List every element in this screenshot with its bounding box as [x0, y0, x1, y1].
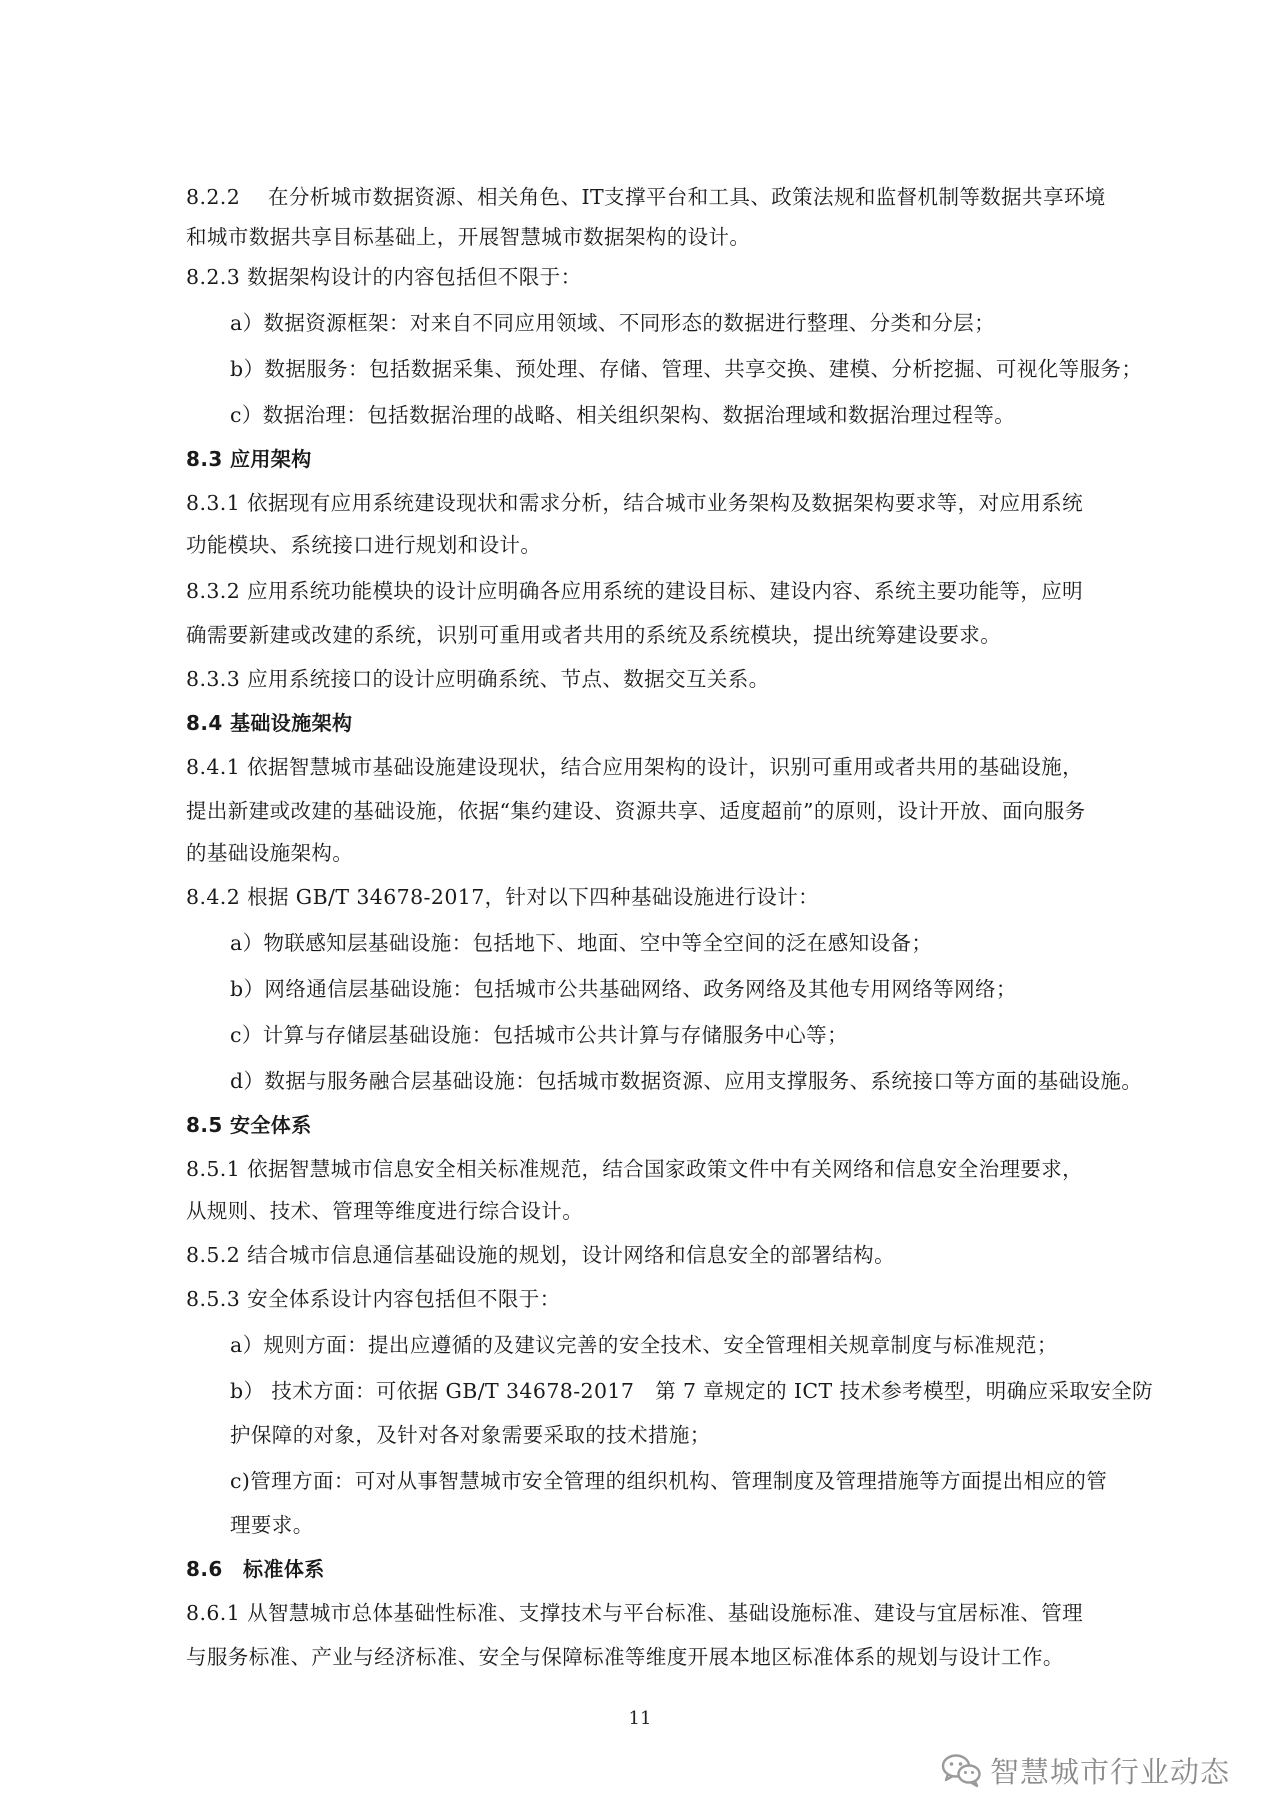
para-8-3-3: 8.3.3 应用系统接口的设计应明确系统、节点、数据交互关系。 — [186, 667, 770, 691]
page-number: 11 — [628, 1708, 652, 1729]
para-8-4-1-line-1: 8.4.1 依据智慧城市基础设施建设现状，结合应用架构的设计，识别可重用或者共用的基础设施， — [186, 755, 1084, 779]
para-8-5-2: 8.5.2 结合城市信息通信基础设施的规划，设计网络和信息安全的部署结构。 — [186, 1243, 895, 1267]
para-8-2-2-line-2: 和城市数据共享目标基础上，开展智慧城市数据架构的设计。 — [186, 225, 751, 249]
list-item-technology-line-1: b） 技术方面：可依据 GB/T 34678-2017 第 7 章规定的 ICT 技术参考模型，明确应采取安全防 — [230, 1379, 1153, 1403]
list-item-rules: a）规则方面：提出应遵循的及建议完善的安全技术、安全管理相关规章制度与标准规范； — [230, 1333, 1058, 1357]
list-item-iot-sensing: a）物联感知层基础设施：包括地下、地面、空中等全空间的泛在感知设备； — [230, 931, 933, 955]
section-heading-8-3: 8.3 应用架构 — [186, 447, 312, 471]
list-item-technology-line-2: 护保障的对象，及针对各对象需要采取的技术措施； — [230, 1423, 711, 1447]
list-item-data-governance: c）数据治理：包括数据治理的战略、相关组织架构、数据治理域和数据治理过程等。 — [230, 403, 1016, 427]
watermark-text: 智慧城市行业动态 — [990, 1754, 1231, 1789]
list-item-data-service-fusion: d）数据与服务融合层基础设施：包括城市数据资源、应用支撑服务、系统接口等方面的基础设施。 — [230, 1069, 1143, 1093]
list-item-network-communication: b）网络通信层基础设施：包括城市公共基础网络、政务网络及其他专用网络等网络； — [230, 977, 1017, 1001]
list-item-data-resource-framework: a）数据资源框架：对来自不同应用领域、不同形态的数据进行整理、分类和分层； — [230, 311, 996, 335]
para-8-4-1-line-2: 提出新建或改建的基础设施，依据“集约建设、资源共享、适度超前”的原则，设计开放、面向服务 — [186, 799, 1086, 823]
section-heading-8-5: 8.5 安全体系 — [186, 1113, 312, 1137]
para-8-2-3: 8.2.3 数据架构设计的内容包括但不限于： — [186, 265, 582, 289]
para-8-6-1-line-1: 8.6.1 从智慧城市总体基础性标准、支撑技术与平台标准、基础设施标准、建设与宜居标准、管理 — [186, 1601, 1084, 1625]
para-8-3-2-line-1: 8.3.2 应用系统功能模块的设计应明确各应用系统的建设目标、建设内容、系统主要功能等，应明 — [186, 579, 1084, 603]
list-item-management-line-1: c)管理方面：可对从事智慧城市安全管理的组织机构、管理制度及管理措施等方面提出相应的管 — [230, 1469, 1108, 1493]
para-8-3-1-line-2: 功能模块、系统接口进行规划和设计。 — [186, 533, 542, 557]
para-8-3-1-line-1: 8.3.1 依据现有应用系统建设现状和需求分析，结合城市业务架构及数据架构要求等，对应用系统 — [186, 491, 1084, 515]
wechat-icon — [940, 1752, 982, 1788]
section-heading-8-4: 8.4 基础设施架构 — [186, 711, 353, 735]
para-8-5-1-line-1: 8.5.1 依据智慧城市信息安全相关标准规范，结合国家政策文件中有关网络和信息安全治理要求， — [186, 1157, 1084, 1181]
para-8-4-1-line-3: 的基础设施架构。 — [186, 841, 354, 865]
para-8-5-1-line-2: 从规则、技术、管理等维度进行综合设计。 — [186, 1199, 584, 1223]
watermark — [940, 1750, 1230, 1790]
para-8-2-2-line-1: 8.2.2 在分析城市数据资源、相关角色、IT支撑平台和工具、政策法规和监督机制等数据共享环境 — [186, 185, 1106, 209]
para-8-3-2-line-2: 确需要新建或改建的系统，识别可重用或者共用的系统及系统模块，提出统筹建设要求。 — [186, 623, 1002, 647]
para-8-6-1-line-2: 与服务标准、产业与经济标准、安全与保障标准等维度开展本地区标准体系的规划与设计工作。 — [186, 1645, 1064, 1669]
para-8-4-2: 8.4.2 根据 GB/T 34678-2017，针对以下四种基础设施进行设计： — [186, 885, 820, 909]
list-item-compute-storage: c）计算与存储层基础设施：包括城市公共计算与存储服务中心等； — [230, 1023, 848, 1047]
section-heading-8-6: 8.6 标准体系 — [186, 1557, 325, 1581]
para-8-5-3: 8.5.3 安全体系设计内容包括但不限于： — [186, 1287, 561, 1311]
list-item-management-line-2: 理要求。 — [230, 1513, 314, 1537]
list-item-data-services: b）数据服务：包括数据采集、预处理、存储、管理、共享交换、建模、分析挖掘、可视化等服务； — [230, 357, 1143, 381]
